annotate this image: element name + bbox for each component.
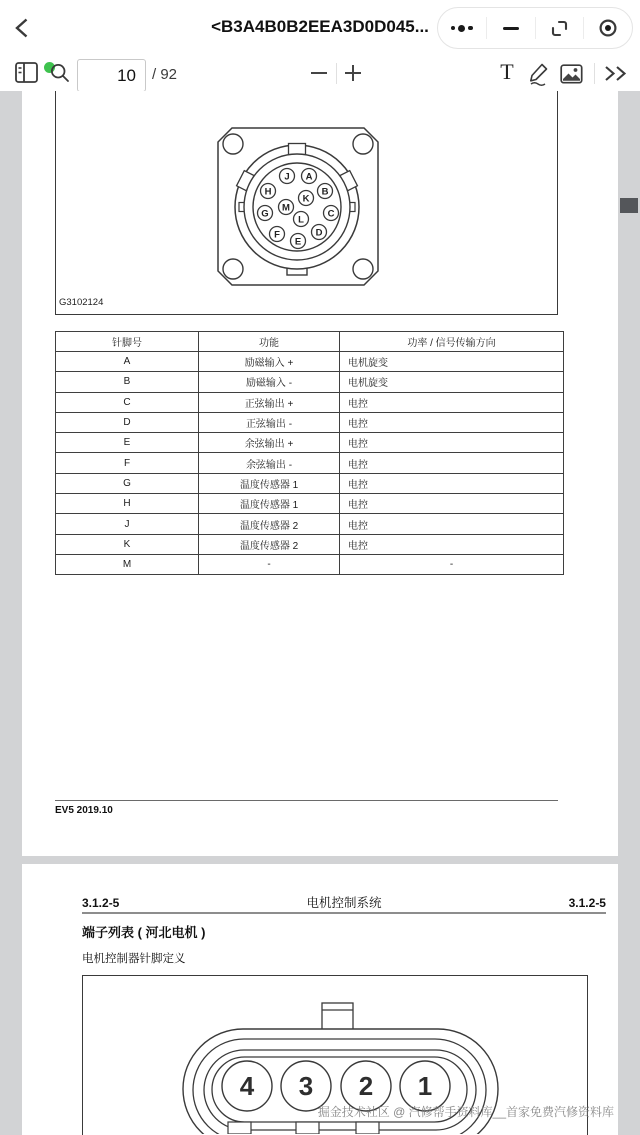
pin-label-m: M [282,202,290,214]
plus-icon [344,64,362,82]
section-title: 端子列表 ( 河北电机 ) [82,925,206,940]
minimize-icon [503,27,519,30]
section-code-right: 3.1.2-5 [568,896,606,910]
zoom-in-button[interactable] [342,61,364,85]
table-row: E 余弦输出 + 电控 [56,433,564,453]
thumbnails-button[interactable] [14,61,40,85]
pin-definition-table [55,331,564,575]
table-row: M - - [56,554,564,574]
page-footer-label: EV5 2019.10 [55,805,113,816]
watermark-text: 掘金技术社区 @ 汽修帮手资料库__首家免费汽修资料库 [317,1105,614,1119]
float-window-button[interactable] [536,8,584,48]
table-row: C 正弦输出 + 电控 [56,392,564,412]
table-header-row [56,332,564,352]
more-menu-button[interactable] [438,8,486,48]
figure-connector-12pin [55,91,558,315]
pin-label-3: 3 [298,1071,314,1101]
zoom-out-button[interactable] [308,61,330,85]
image-icon [560,64,583,84]
toolbar-divider [336,63,337,84]
document-title: <B3A4B0B2EEA3D0D045... [211,17,429,36]
pin-label-l: L [298,214,304,226]
header-rule [82,912,606,914]
table-row: D 正弦输出 - 电控 [56,412,564,432]
toolbar-divider [594,63,595,84]
more-tools-button[interactable] [602,64,630,83]
page-header [82,893,606,911]
table-row: H 温度传感器 1 电控 [56,494,564,514]
insert-image-button[interactable] [560,64,583,84]
target-icon [598,18,618,38]
table-row: A 励磁输入 + 电机旋变 [56,352,564,372]
table-row: K 温度传感器 2 电控 [56,534,564,554]
pin-label-f: F [274,229,280,241]
search-icon [50,63,70,83]
pin-label-g: G [261,208,269,220]
footer-rule [55,800,558,801]
subsection-title: 电机控制器针脚定义 [82,953,186,965]
pin-label-b: B [321,186,329,198]
chapter-title: 电机控制系统 [306,896,382,910]
table-row: J 温度传感器 2 电控 [56,514,564,534]
pin-label-e: E [294,236,302,248]
pin-label-j: J [284,171,290,183]
table-row: G 温度传感器 1 电控 [56,473,564,493]
connector-12pin-drawing [56,91,557,313]
pin-label-h: H [264,186,272,198]
column-header: 针脚号 [56,332,199,352]
pdf-page-10 [22,91,618,856]
column-header: 功能 [199,332,340,352]
window-control-capsule [437,7,633,49]
pen-icon [526,61,552,87]
pin-label-d: D [315,227,323,239]
column-header: 功率 / 信号传输方向 [340,332,564,352]
close-target-button[interactable] [584,8,632,48]
minus-icon [310,64,328,82]
pin-label-4: 4 [239,1071,255,1101]
pdf-toolbar [0,56,640,92]
pin-label-a: A [305,171,313,183]
page-number-input[interactable] [77,59,146,92]
table-row: F 余弦输出 - 电控 [56,453,564,473]
float-window-icon [550,19,569,38]
figure-caption: G3102124 [59,297,104,308]
table-row: B 励磁输入 - 电机旋变 [56,372,564,392]
double-chevron-right-icon [602,64,630,83]
minimize-button[interactable] [487,8,535,48]
pin-label-2: 2 [358,1071,374,1101]
scrollbar-thumb[interactable] [620,198,638,213]
more-dots-icon [451,25,473,32]
pin-label-k: K [302,193,310,205]
pdf-page-11 [22,864,618,1135]
section-code-left: 3.1.2-5 [82,896,120,910]
titlebar [0,0,640,56]
search-button[interactable] [50,63,70,83]
document-scroll-area[interactable] [0,91,640,1135]
page-count-label: / 92 [152,66,178,83]
text-tool-button[interactable]: T [500,59,514,84]
annotate-pen-button[interactable] [526,61,552,87]
pin-label-c: C [327,208,335,220]
pin-label-1: 1 [417,1071,433,1101]
thumbnails-icon [14,61,40,85]
